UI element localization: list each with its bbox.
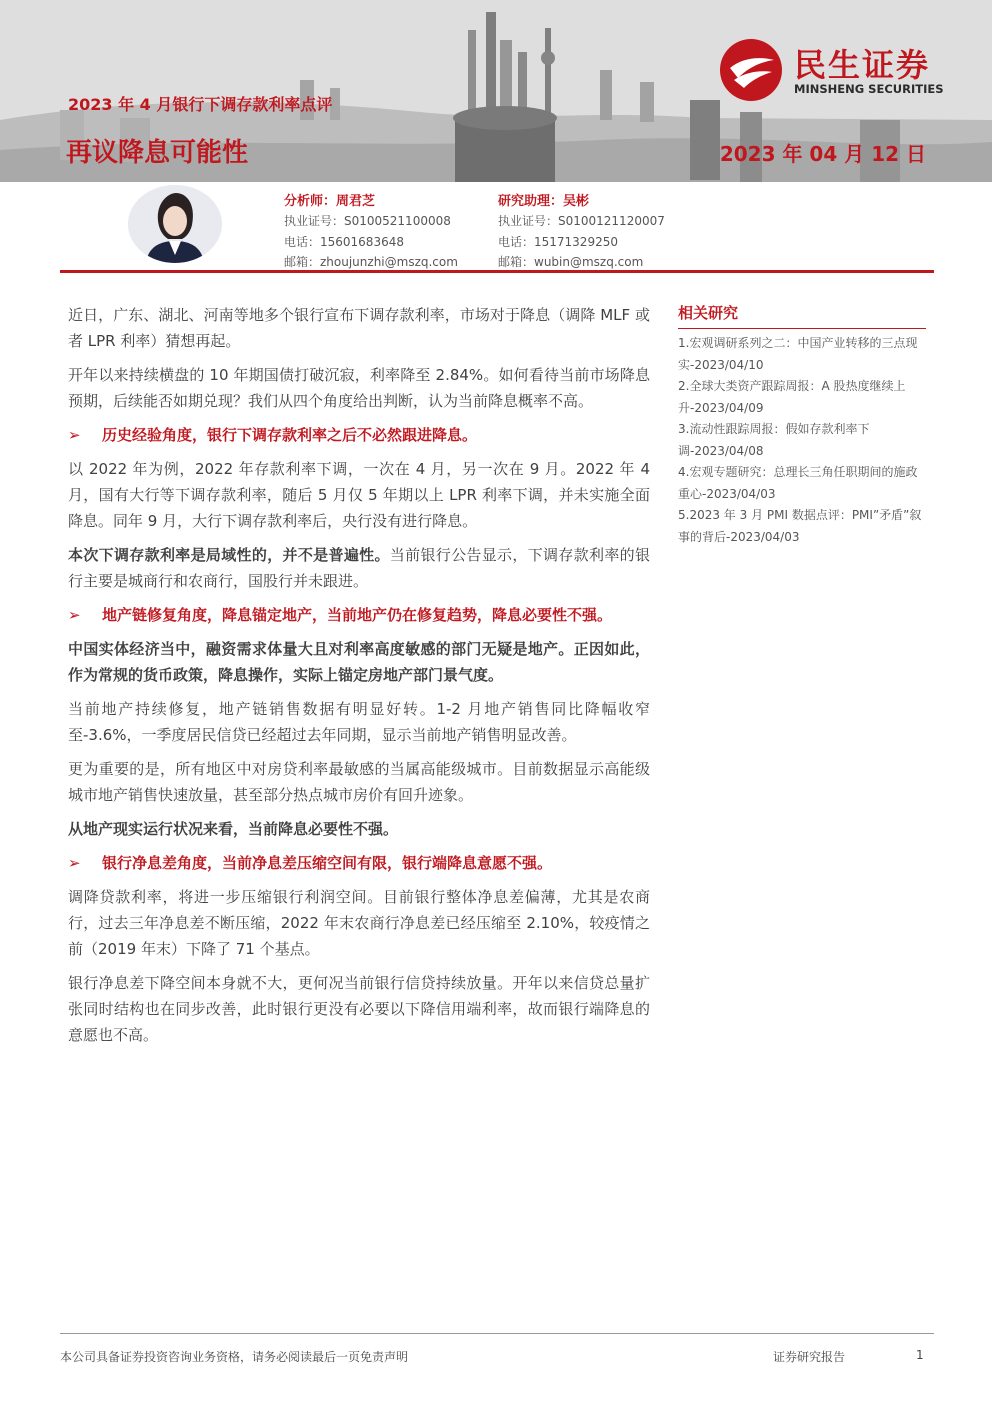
paragraph: 中国实体经济当中，融资需求体量大且对利率高度敏感的部门无疑是地产。正因如此，作为常规的货币政策，降息操作，实际上锚定房地产部门景气度。 xyxy=(68,640,650,684)
analyst-1-name: 分析师：周君芝 xyxy=(284,194,376,209)
sidebar-divider xyxy=(678,328,926,329)
analyst-2-name: 研究助理：吴彬 xyxy=(498,194,590,209)
related-research xyxy=(678,302,928,548)
footer-divider xyxy=(60,1333,934,1334)
header-banner xyxy=(0,0,992,182)
report-subtitle: 2023 年 4 月银行下调存款利率点评 xyxy=(68,95,333,114)
related-research-item[interactable]: 1.宏观调研系列之二：中国产业转移的三点现实-2023/04/10 xyxy=(678,336,918,372)
paragraph: 银行净息差下降空间本身就不大，更何况当前银行信贷持续放量。开年以来信贷总量扩张同时结构也在同步改善，此时银行更没有必要以下降信用端利率，故而银行端降息的意愿也不高。 xyxy=(68,974,650,1044)
section-heading-text: 历史经验角度，银行下调存款利率之后不必然跟进降息。 xyxy=(102,426,478,444)
paragraph: 开年以来持续横盘的 10 年期国债打破沉寂，利率降至 2.84%。如何看待当前市场降息预期，后续能否如期兑现？我们从四个角度给出判断，认为当前降息概率不高。 xyxy=(68,366,650,410)
analyst-photo-icon xyxy=(128,185,222,263)
analyst-1-email[interactable]: 邮箱：zhoujunzhi@mszq.com xyxy=(284,255,458,269)
report-body xyxy=(68,302,650,1056)
paragraph-lead: 本次下调存款利率是局域性的，并不是普遍性。 xyxy=(68,546,390,564)
paragraph: 近日，广东、湖北、河南等地多个银行宣布下调存款利率，市场对于降息（调降 MLF 或者 LPR 利率）猜想再起。 xyxy=(68,306,650,350)
header-divider xyxy=(60,270,934,273)
paragraph: 更为重要的是，所有地区中对房贷利率最敏感的当属高能级城市。目前数据显示高能级城市地产销售快速放量，甚至部分热点城市房价有回升迹象。 xyxy=(68,760,650,804)
section-heading xyxy=(68,850,650,876)
paragraph: 当前地产持续修复，地产链销售数据有明显好转。1-2 月地产销售同比降幅收窄至-3.6%，一季度居民信贷已经超过去年同期，显示当前地产销售明显改善。 xyxy=(68,700,650,744)
footer-doc-type: 证券研究报告 xyxy=(773,1350,846,1364)
analyst-2-license: 执业证号：S0100121120007 xyxy=(498,214,665,228)
paragraph: 调降贷款利率，将进一步压缩银行利润空间。目前银行整体净息差偏薄，尤其是农商行，过去三年净息差不断压缩，2022 年末农商行净息差已经压缩至 2.10%，较疫情之前（2019 年末）下降了 71 个基点。 xyxy=(68,888,650,958)
analyst-2 xyxy=(498,190,665,274)
footer-disclaimer: 本公司具备证券投资咨询业务资格，请务必阅读最后一页免责声明 xyxy=(60,1350,409,1364)
arrow-bullet-icon: ➢ xyxy=(68,426,81,444)
analyst-2-phone: 电话：15171329250 xyxy=(498,234,618,249)
related-research-item[interactable]: 5.2023 年 3 月 PMI 数据点评：PMI”矛盾”叙事的背后-2023/04/03 xyxy=(678,508,922,544)
analyst-2-email[interactable]: 邮箱：wubin@mszq.com xyxy=(498,255,644,269)
page-number: 1 xyxy=(916,1348,924,1362)
arrow-bullet-icon: ➢ xyxy=(68,854,81,872)
paragraph-rest: 当前银行公告显示，下调存款利率的银行主要是城商行和农商行，国股行并未跟进。 xyxy=(68,546,650,590)
paragraph: 从地产现实运行状况来看，当前降息必要性不强。 xyxy=(68,820,399,838)
related-research-heading: 相关研究 xyxy=(678,304,739,322)
section-heading xyxy=(68,422,650,448)
section-heading xyxy=(68,602,650,628)
related-research-item[interactable]: 3.流动性跟踪周报：假如存款利率下调-2023/04/08 xyxy=(678,422,870,458)
analyst-1-license: 执业证号：S0100521100008 xyxy=(284,214,451,228)
logo-mark-icon xyxy=(718,38,784,102)
analyst-block xyxy=(0,182,992,274)
company-logo xyxy=(718,38,968,102)
logo-english-name: MINSHENG SECURITIES xyxy=(794,82,944,96)
related-research-item[interactable]: 4.宏观专题研究：总理长三角任职期间的施政重心-2023/04/03 xyxy=(678,465,918,501)
related-research-item[interactable]: 2.全球大类资产跟踪周报：A 股热度继续上升-2023/04/09 xyxy=(678,379,906,415)
analyst-avatar xyxy=(128,185,222,263)
paragraph: 以 2022 年为例，2022 年存款利率下调，一次在 4 月，另一次在 9 月。2022 年 4 月，国有大行等下调存款利率，随后 5 月仅 5 年期以上 LPR 利率下调，并未实施全面降息。同年 9 月，大行下调存款利率后，央行没有进行降息。 xyxy=(68,460,650,530)
section-heading-text: 地产链修复角度，降息锚定地产，当前地产仍在修复趋势，降息必要性不强。 xyxy=(102,606,613,624)
analyst-1-phone: 电话：15601683648 xyxy=(284,234,404,249)
arrow-bullet-icon: ➢ xyxy=(68,606,81,624)
analyst-1 xyxy=(284,190,458,274)
logo-chinese-name: 民生证券 xyxy=(794,46,931,84)
section-heading-text: 银行净息差角度，当前净息差压缩空间有限，银行端降息意愿不强。 xyxy=(102,854,553,872)
report-date: 2023 年 04 月 12 日 xyxy=(719,142,926,166)
report-title: 再议降息可能性 xyxy=(66,138,249,168)
paragraph xyxy=(68,542,650,594)
